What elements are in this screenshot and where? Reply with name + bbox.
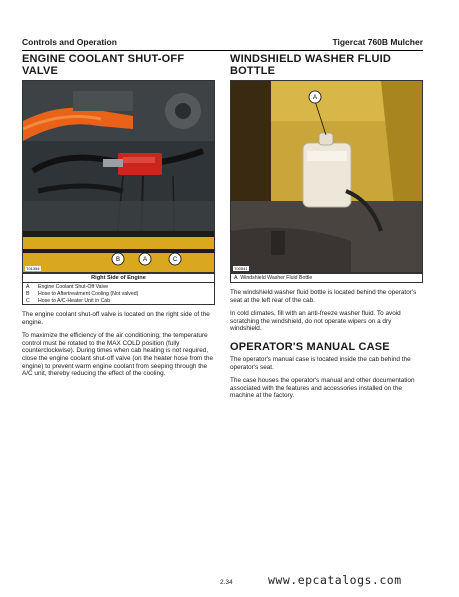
body-paragraph: The engine coolant shut-off valve is located on the right side of the engine. xyxy=(22,311,210,326)
washer-bottle-illustration xyxy=(231,81,422,272)
page-number: 2.34 xyxy=(220,579,233,586)
legend-row xyxy=(23,297,215,305)
watermark-url: www.epcatalogs.com xyxy=(268,573,402,587)
legend-text: Hose to A/C-Heater Unit in Cab xyxy=(35,297,215,305)
engine-legend-table xyxy=(22,273,215,305)
caption-key: A xyxy=(234,275,238,281)
body-paragraph: The windshield washer fluid bottle is located behind the operator's seat at the left rear of the cab. xyxy=(230,289,417,304)
engine-photo xyxy=(22,80,215,273)
manual-case-heading: OPERATOR'S MANUAL CASE xyxy=(230,340,390,353)
legend-key: C xyxy=(23,297,36,305)
section-title: Controls and Operation xyxy=(22,37,117,47)
legend-text: Hose to Aftertreatment Cooling (Not valved) xyxy=(35,290,215,297)
callout-a-label: A xyxy=(142,257,148,263)
left-column xyxy=(22,54,215,378)
callout-c-label: C xyxy=(172,257,178,263)
legend-key: B xyxy=(23,290,36,297)
callout-b-label: B xyxy=(115,257,121,263)
legend-row xyxy=(23,290,215,297)
callout-a-label: A xyxy=(312,95,318,101)
engine-photo-illustration xyxy=(23,81,214,272)
body-paragraph: In cold climates, fill with an anti-freeze washer fluid. To avoid scratching the windshield, do not operate wipers on a dry windshield. xyxy=(230,310,401,333)
washer-bottle-caption xyxy=(230,273,423,283)
body-paragraph: The operator's manual case is located inside the cab behind the operator's seat. xyxy=(230,355,411,371)
right-column xyxy=(230,54,423,400)
photo-code: T01354 xyxy=(26,266,40,271)
photo-code: T00541 xyxy=(234,266,248,271)
caption-text: Windshield Washer Fluid Bottle xyxy=(240,275,313,281)
legend-key: A xyxy=(23,283,36,291)
product-title: Tigercat 760B Mulcher xyxy=(332,37,423,47)
body-paragraph: The case houses the operator's manual and other documentation associated with the features and accessories installed on the machine at the factory. xyxy=(230,377,415,400)
washer-bottle-heading: WINDSHIELD WASHER FLUID BOTTLE xyxy=(230,53,392,77)
legend-text: Engine Coolant Shut-Off Valve xyxy=(35,283,215,291)
legend-title: Right Side of Engine xyxy=(23,274,215,283)
header-rule xyxy=(22,50,423,51)
body-paragraph: To maximize the efficiency of the air conditioning, the temperature control must be rotated to the MAX COLD position (fully counterclockwise). During times when cab heating is not required, close the engine coolant shut-off valve (on the heater hose from the engine) to prevent warm engine coolant from seeping through the A/C unit, thereby reducing the effect of the cooling. xyxy=(22,332,214,378)
page-header xyxy=(22,35,423,49)
coolant-valve-heading: ENGINE COOLANT SHUT-OFF VALVE xyxy=(22,53,185,77)
washer-bottle-photo xyxy=(230,80,423,273)
legend-row xyxy=(23,283,215,291)
